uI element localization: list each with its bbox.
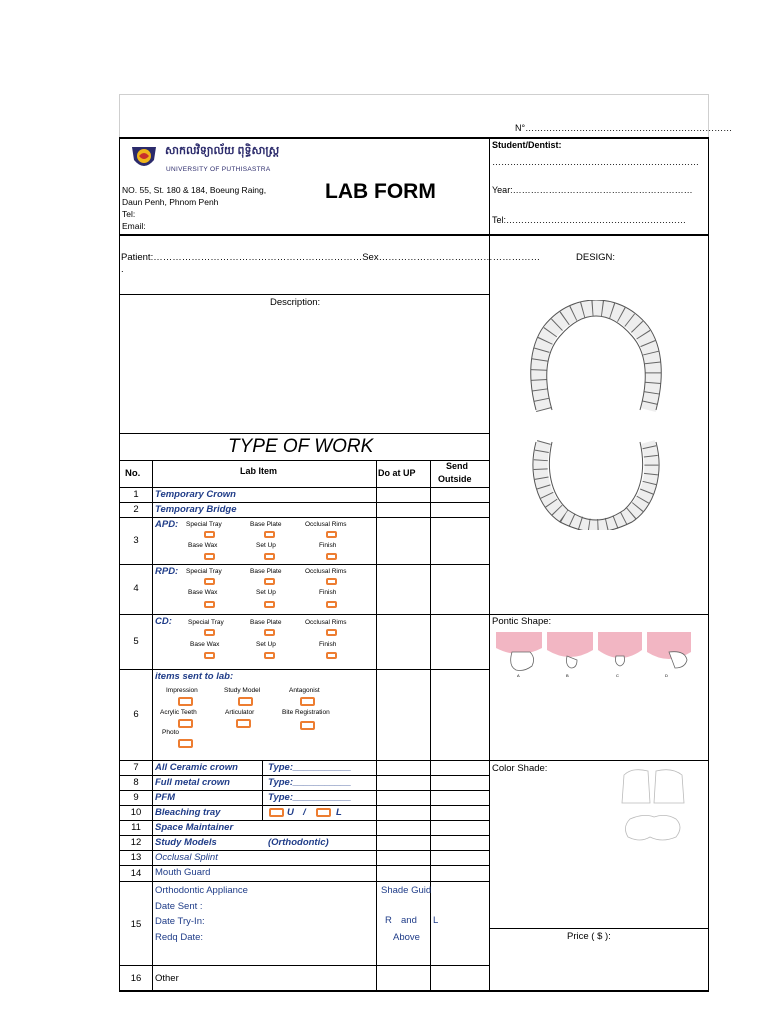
price-field[interactable] xyxy=(492,945,706,989)
color-shade-label: Color Shade: xyxy=(492,763,548,774)
bite-registration-checkbox[interactable] xyxy=(300,721,315,730)
row-label-full-metal: Full metal crown xyxy=(155,777,230,788)
apd-special-tray-label: Special Tray xyxy=(186,521,222,528)
row-label-space-maintainer: Space Maintainer xyxy=(155,822,234,833)
pontic-shape-d-icon xyxy=(645,630,693,678)
row-label-occlusal-splint: Occlusal Splint xyxy=(155,852,218,863)
bleaching-u-label: U xyxy=(287,807,294,818)
antagonist-label: Antagonist xyxy=(289,687,320,694)
type-of-work-title: TYPE OF WORK xyxy=(228,436,374,457)
email-label: Email: xyxy=(122,221,146,231)
row-number: 15 xyxy=(130,919,142,930)
patient-bottom-line xyxy=(119,294,490,295)
row-number: 2 xyxy=(133,504,139,515)
shade-l-label: L xyxy=(433,915,439,926)
pontic-shape-c-icon xyxy=(596,630,644,678)
header-lab-item: Lab Item xyxy=(240,466,278,476)
cd-base-plate-checkbox[interactable] xyxy=(264,629,275,636)
apd-base-wax-label: Base Wax xyxy=(188,542,218,549)
row-number: 1 xyxy=(133,489,139,500)
row-label-other: Other xyxy=(155,973,179,984)
address-line2: Daun Penh, Phnom Penh xyxy=(122,197,219,207)
design-bottom-line xyxy=(489,614,709,615)
university-logo xyxy=(130,144,158,172)
rpd-special-tray-label: Special Tray xyxy=(186,568,222,575)
shade-above-label: Above xyxy=(393,932,420,943)
rpd-set-up-checkbox[interactable] xyxy=(264,601,275,608)
articulator-checkbox[interactable] xyxy=(236,719,251,728)
row-number: 12 xyxy=(130,837,142,848)
rpd-base-wax-label: Base Wax xyxy=(188,589,218,596)
shade-and-label: and xyxy=(401,915,417,926)
row-number: 11 xyxy=(131,822,141,833)
rpd-base-plate-label: Base Plate xyxy=(250,568,282,575)
row-number: 7 xyxy=(133,762,139,773)
apd-occlusal-rims-label: Occlusal Rims xyxy=(305,521,347,528)
row-number: 8 xyxy=(133,777,139,788)
upper-arch-icon xyxy=(530,300,662,413)
header-send: Send xyxy=(446,461,469,471)
rpd-occlusal-rims-label: Occlusal Rims xyxy=(305,568,347,575)
student-dentist-field[interactable]: …………………………………………………………… xyxy=(492,157,699,167)
color-shade-teeth-icon xyxy=(610,765,695,845)
type-of-work-bottom-line xyxy=(119,460,490,461)
row-label-cd: CD: xyxy=(155,616,172,627)
shade-guid-label: Shade Guid xyxy=(381,885,432,896)
apd-base-plate-checkbox[interactable] xyxy=(264,531,275,538)
apd-special-tray-checkbox[interactable] xyxy=(204,531,215,538)
patient-field[interactable]: Patient:…………………………………………………………Sex…………………………………………… xyxy=(121,252,541,263)
row-label-temporary-bridge: Temporary Bridge xyxy=(155,504,237,515)
col-item-divider xyxy=(376,460,377,991)
articulator-label: Articulator xyxy=(225,709,255,716)
antagonist-checkbox[interactable] xyxy=(300,697,315,706)
price-label: Price ( $ ): xyxy=(567,931,611,942)
apd-set-up-checkbox[interactable] xyxy=(264,553,275,560)
year-field[interactable]: Year:…………………………………………………… xyxy=(492,185,693,195)
cd-base-wax-label: Base Wax xyxy=(190,641,220,648)
color-shade-bottom-line xyxy=(489,928,709,929)
main-top-border xyxy=(119,137,709,139)
apd-finish-checkbox[interactable] xyxy=(326,553,337,560)
rpd-special-tray-checkbox[interactable] xyxy=(204,578,215,585)
row-label-items-sent: items sent to lab: xyxy=(155,671,234,682)
row-number: 10 xyxy=(130,807,142,818)
row-label-bleaching-tray: Bleaching tray xyxy=(155,807,221,818)
main-right-border xyxy=(708,137,709,991)
cd-occlusal-rims-label: Occlusal Rims xyxy=(305,619,347,626)
cd-occlusal-rims-checkbox[interactable] xyxy=(326,629,337,636)
impression-label: Impression xyxy=(166,687,198,694)
acrylic-teeth-label: Acrylic Teeth xyxy=(160,709,197,716)
row-number: 3 xyxy=(133,535,139,546)
pontic-bottom-line xyxy=(489,760,709,761)
row-label-rpd: RPD: xyxy=(155,566,179,577)
cd-set-up-checkbox[interactable] xyxy=(264,652,275,659)
rpd-finish-label: Finish xyxy=(319,589,337,596)
header-bottom-line xyxy=(119,234,709,236)
row-label-orthodontic-appliance: Orthodontic Appliance xyxy=(155,885,248,896)
photo-label: Photo xyxy=(162,729,179,736)
tel-field[interactable]: Tel:…………………………………………………… xyxy=(492,215,687,225)
apd-base-wax-checkbox[interactable] xyxy=(204,553,215,560)
col-doatup-divider xyxy=(430,460,431,991)
bleaching-lower-checkbox[interactable] xyxy=(316,808,331,817)
study-models-orthodontic: (Orthodontic) xyxy=(268,837,329,848)
rpd-occlusal-rims-checkbox[interactable] xyxy=(326,578,337,585)
header-top-border xyxy=(119,94,709,95)
row-label-apd: APD: xyxy=(155,519,179,530)
pontic-label-d: D xyxy=(665,673,668,678)
row-number: 13 xyxy=(130,852,142,863)
design-label: DESIGN: xyxy=(576,252,616,263)
patient-field-cont: . xyxy=(121,264,124,275)
description-bottom-line xyxy=(119,433,490,434)
pontic-label-c: C xyxy=(616,673,619,678)
pontic-shape-b-icon xyxy=(545,630,595,678)
header-left-border xyxy=(119,94,120,138)
row-number: 5 xyxy=(133,636,139,647)
description-area[interactable] xyxy=(121,312,487,430)
cd-finish-checkbox[interactable] xyxy=(326,652,337,659)
row-number: 9 xyxy=(133,792,139,803)
study-model-label: Study Model xyxy=(224,687,261,694)
bite-registration-label: Bite Registration xyxy=(282,709,330,716)
cd-special-tray-checkbox[interactable] xyxy=(204,629,215,636)
all-ceramic-type-field[interactable]: Type:___________ xyxy=(268,762,352,773)
header-no: No. xyxy=(125,468,141,479)
impression-checkbox[interactable] xyxy=(178,697,193,706)
table-header-bottom-line xyxy=(119,487,490,488)
date-sent-label: Date Sent : xyxy=(155,901,203,912)
rpd-base-wax-checkbox[interactable] xyxy=(204,601,215,608)
pontic-label-b: B xyxy=(566,673,569,678)
rpd-finish-checkbox[interactable] xyxy=(326,601,337,608)
cd-special-tray-label: Special Tray xyxy=(188,619,224,626)
university-name-khmer: សាកលវិទ្យាល័យ ពុទ្ធិសាស្ត្រ xyxy=(165,145,280,157)
address-line1: NO. 55, St. 180 & 184, Boeung Raing, xyxy=(122,185,267,195)
row-label-all-ceramic: All Ceramic crown xyxy=(155,762,238,773)
shade-r-label: R xyxy=(385,915,392,926)
bleaching-l-label: L xyxy=(336,807,342,818)
pontic-shape-label: Pontic Shape: xyxy=(492,616,552,627)
lower-arch-icon xyxy=(532,440,660,530)
row-number: 16 xyxy=(130,973,142,984)
cd-base-wax-checkbox[interactable] xyxy=(204,652,215,659)
apd-occlusal-rims-checkbox[interactable] xyxy=(326,531,337,538)
cd-set-up-label: Set Up xyxy=(256,641,276,648)
form-number: N°…………………………………………………………… xyxy=(515,123,733,133)
row-label-temporary-crown: Temporary Crown xyxy=(155,489,236,500)
bleaching-upper-checkbox[interactable] xyxy=(269,808,284,817)
description-label: Description: xyxy=(270,297,321,308)
university-name-english: UNIVERSITY OF PUTHISASTRA xyxy=(166,166,271,173)
header-outside: Outside xyxy=(438,474,472,484)
date-try-in-label: Date Try-In: xyxy=(155,916,205,927)
row-number: 14 xyxy=(130,868,142,879)
main-bottom-border xyxy=(119,990,709,992)
bleaching-slash: / xyxy=(303,807,306,818)
student-dentist-label[interactable]: Student/Dentist: xyxy=(492,140,562,150)
pfm-type-field[interactable]: Type:___________ xyxy=(268,792,352,803)
row-number: 6 xyxy=(133,709,139,720)
rpd-base-plate-checkbox[interactable] xyxy=(264,578,275,585)
pontic-shape-a-icon xyxy=(494,630,544,678)
photo-checkbox[interactable] xyxy=(178,739,193,748)
row-label-mouth-guard: Mouth Guard xyxy=(155,867,211,878)
row-label-study-models: Study Models xyxy=(155,837,217,848)
row-label-pfm: PFM xyxy=(155,792,176,803)
full-metal-type-field[interactable]: Type:___________ xyxy=(268,777,352,788)
apd-base-plate-label: Base Plate xyxy=(250,521,282,528)
header-do-at-up: Do at UP xyxy=(378,468,416,478)
form-title: LAB FORM xyxy=(325,180,436,203)
apd-set-up-label: Set Up xyxy=(256,542,276,549)
type-divider xyxy=(262,760,263,820)
row-number: 4 xyxy=(133,583,139,594)
redq-date-label: Redq Date: xyxy=(155,932,204,943)
study-model-checkbox[interactable] xyxy=(238,697,253,706)
pontic-label-a: A xyxy=(517,673,520,678)
cd-base-plate-label: Base Plate xyxy=(250,619,282,626)
tel-label: Tel: xyxy=(122,209,136,219)
acrylic-teeth-checkbox[interactable] xyxy=(178,719,193,728)
cd-finish-label: Finish xyxy=(319,641,337,648)
rpd-set-up-label: Set Up xyxy=(256,589,276,596)
apd-finish-label: Finish xyxy=(319,542,337,549)
